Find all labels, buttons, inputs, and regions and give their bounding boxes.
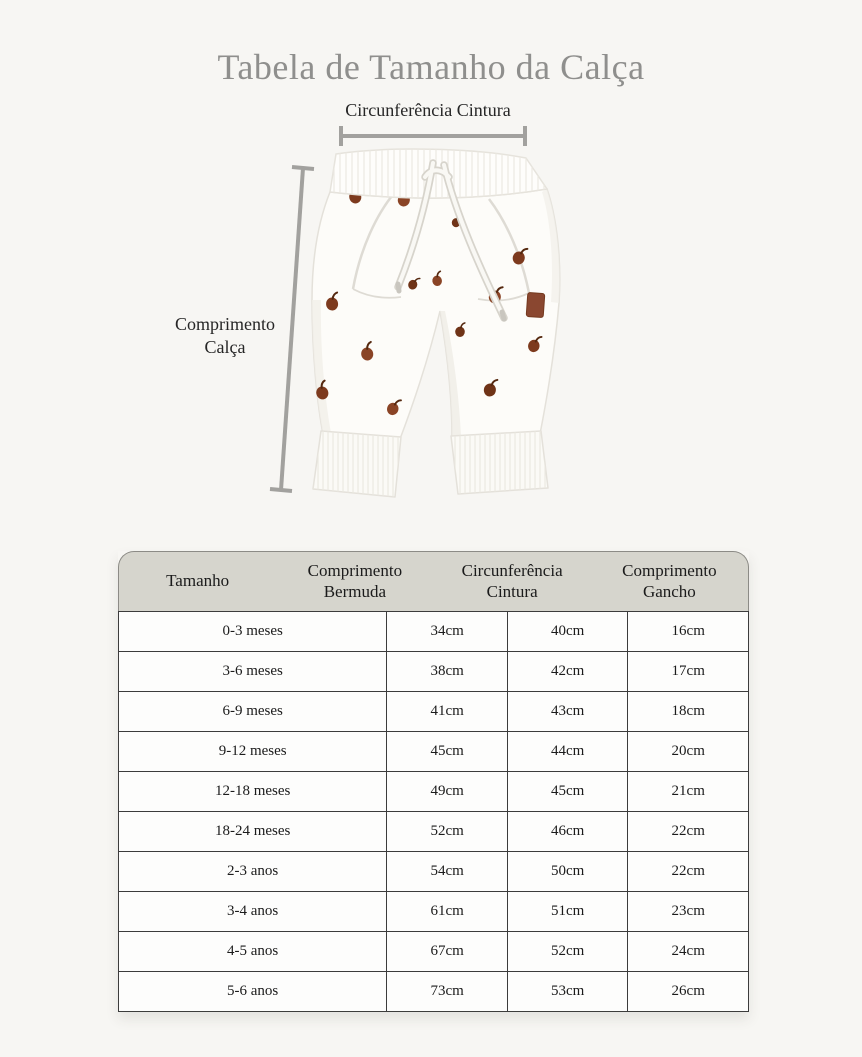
size-row bbox=[119, 692, 749, 732]
table-cell: 0-3 meses bbox=[119, 612, 387, 652]
size-row bbox=[119, 612, 749, 652]
table-cell: 23cm bbox=[628, 892, 749, 932]
table-cell: 3-4 anos bbox=[119, 892, 387, 932]
table-cell: 4-5 anos bbox=[119, 932, 387, 972]
table-cell: 18-24 meses bbox=[119, 812, 387, 852]
header-tamanho: Tamanho bbox=[166, 571, 230, 591]
size-row bbox=[119, 972, 749, 1012]
length-measure-line bbox=[270, 167, 314, 491]
table-cell: 38cm bbox=[387, 652, 508, 692]
size-table-header bbox=[118, 551, 749, 611]
header-comprimento-bermuda: Comprimento Bermuda bbox=[307, 561, 403, 601]
size-row bbox=[119, 812, 749, 852]
table-cell: 16cm bbox=[628, 612, 749, 652]
header-comprimento-gancho: Comprimento Gancho bbox=[622, 561, 717, 601]
table-cell: 45cm bbox=[507, 772, 628, 812]
pants-graphic bbox=[312, 144, 560, 500]
table-cell: 24cm bbox=[628, 932, 749, 972]
table-cell: 17cm bbox=[628, 652, 749, 692]
table-cell: 18cm bbox=[628, 692, 749, 732]
table-cell: 12-18 meses bbox=[119, 772, 387, 812]
table-cell: 51cm bbox=[507, 892, 628, 932]
table-cell: 5-6 anos bbox=[119, 972, 387, 1012]
size-row bbox=[119, 852, 749, 892]
table-cell: 20cm bbox=[628, 732, 749, 772]
table-cell: 6-9 meses bbox=[119, 692, 387, 732]
size-row bbox=[119, 772, 749, 812]
table-cell: 42cm bbox=[507, 652, 628, 692]
table-cell: 54cm bbox=[387, 852, 508, 892]
table-cell: 34cm bbox=[387, 612, 508, 652]
table-cell: 21cm bbox=[628, 772, 749, 812]
page-title: Tabela de Tamanho da Calça bbox=[217, 47, 645, 87]
table-cell: 73cm bbox=[387, 972, 508, 1012]
table-cell: 3-6 meses bbox=[119, 652, 387, 692]
table-cell: 45cm bbox=[387, 732, 508, 772]
table-cell: 9-12 meses bbox=[119, 732, 387, 772]
length-measurement-label: Comprimento Calça bbox=[175, 314, 275, 357]
size-row bbox=[119, 932, 749, 972]
table-cell: 52cm bbox=[507, 932, 628, 972]
waist-measurement-label: Circunferência Cintura bbox=[345, 100, 511, 120]
table-cell: 22cm bbox=[628, 852, 749, 892]
size-table-grid bbox=[118, 611, 749, 1012]
brand-patch bbox=[526, 292, 545, 317]
table-cell: 2-3 anos bbox=[119, 852, 387, 892]
table-cell: 61cm bbox=[387, 892, 508, 932]
header-circunferencia-cintura: Circunferência Cintura bbox=[461, 561, 563, 601]
table-cell: 49cm bbox=[387, 772, 508, 812]
waist-measure-line bbox=[341, 126, 525, 146]
table-cell: 53cm bbox=[507, 972, 628, 1012]
table-cell: 41cm bbox=[387, 692, 508, 732]
size-row bbox=[119, 652, 749, 692]
size-row bbox=[119, 892, 749, 932]
table-cell: 50cm bbox=[507, 852, 628, 892]
table-cell: 46cm bbox=[507, 812, 628, 852]
size-row bbox=[119, 732, 749, 772]
table-cell: 67cm bbox=[387, 932, 508, 972]
table-cell: 44cm bbox=[507, 732, 628, 772]
size-table bbox=[118, 551, 749, 1012]
size-table-body bbox=[119, 612, 749, 1012]
table-cell: 26cm bbox=[628, 972, 749, 1012]
pants-body bbox=[312, 189, 560, 439]
table-cell: 52cm bbox=[387, 812, 508, 852]
table-cell: 43cm bbox=[507, 692, 628, 732]
table-cell: 22cm bbox=[628, 812, 749, 852]
table-cell: 40cm bbox=[507, 612, 628, 652]
